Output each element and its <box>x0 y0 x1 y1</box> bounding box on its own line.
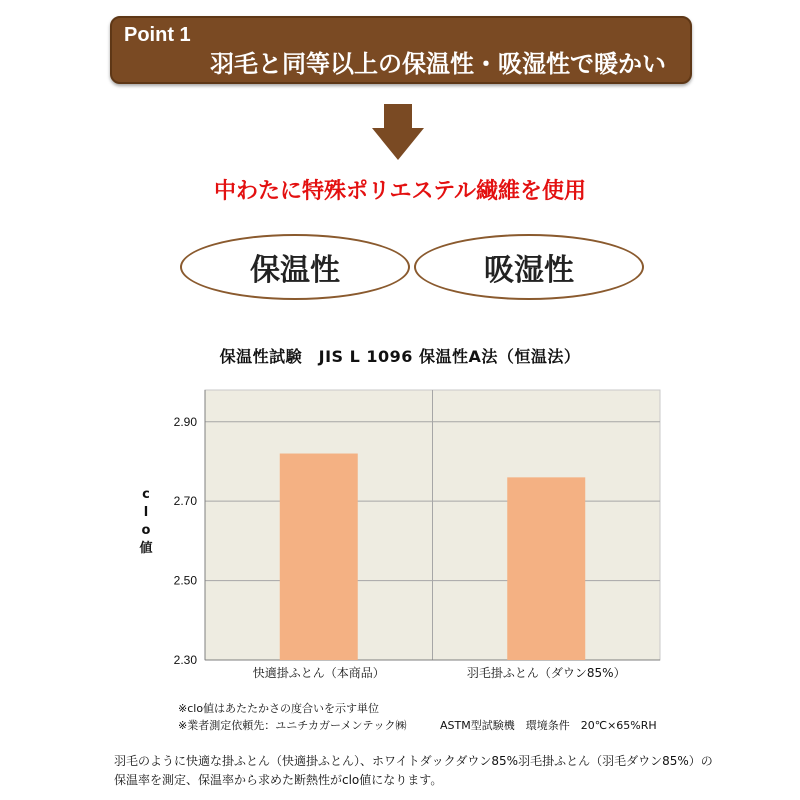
note-clo-unit: ※clo値はあたたかさの度合いを示す単位 <box>178 702 380 715</box>
badge-moisture-absorption: 吸湿性 <box>414 234 644 300</box>
bar <box>280 454 358 660</box>
chart-title: 保温性試験 JIS L 1096 保温性A法（恒温法） <box>219 347 581 366</box>
point-label: Point 1 <box>124 24 191 46</box>
point-banner <box>110 16 692 84</box>
banner-title: 羽毛と同等以上の保温性・吸湿性で暖かい <box>210 50 666 78</box>
y-tick-label: 2.70 <box>173 494 197 509</box>
feature-subheading: 中わたに特殊ポリエステル繊維を使用 <box>213 179 587 204</box>
down-arrow-icon <box>372 104 424 160</box>
badge-heat-retention: 保温性 <box>180 234 410 300</box>
y-tick-label: 2.50 <box>173 573 197 588</box>
note-test-lab: ※業者測定依頼先：ユニチカガーメンテック㈱ <box>178 719 407 732</box>
y-tick-label: 2.90 <box>173 414 197 429</box>
bar-chart <box>130 380 690 690</box>
y-axis-label: c l o 値 <box>139 487 153 556</box>
x-tick-label: 羽毛掛ふとん（ダウン85%） <box>466 666 626 680</box>
y-tick-label: 2.30 <box>173 653 197 667</box>
description-line-1: 羽毛のように快適な掛ふとん（快適掛ふとん）、ホワイトダックダウン85%羽毛掛ふとん（羽毛ダウン85%）の <box>114 754 713 768</box>
bar <box>507 477 585 660</box>
note-test-conditions: ASTM型試験機 環境条件 20℃×65%RH <box>440 719 657 732</box>
x-tick-label: 快適掛ふとん（本商品） <box>252 666 385 680</box>
description-line-2: 保温率を測定、保温率から求めた断熱性がclo値になります。 <box>114 773 443 787</box>
